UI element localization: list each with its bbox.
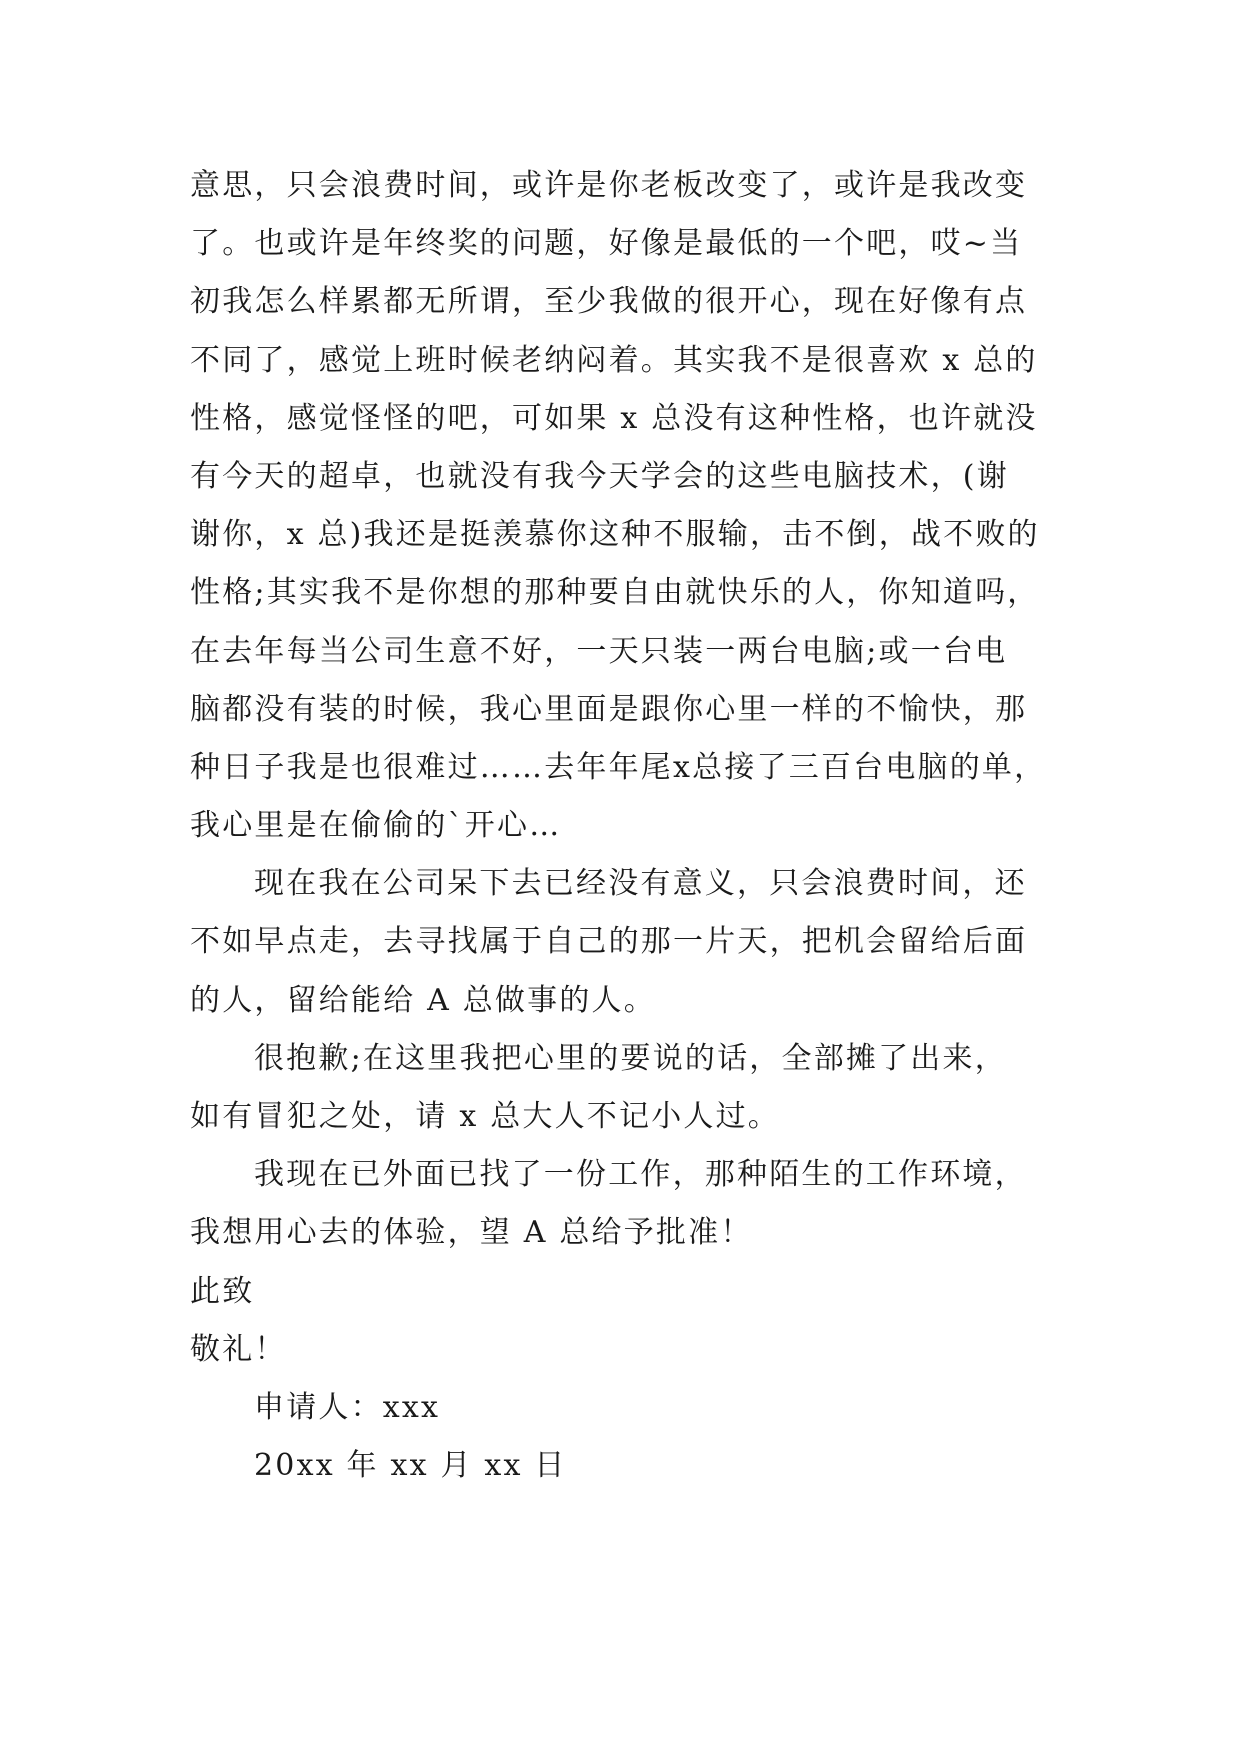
text-line: 初我怎么样累都无所谓，至少我做的很开心，现在好像有点 (190, 284, 1028, 320)
text-line: 性格，感觉怪怪的吧，可如果 x 总没有这种性格，也许就没 (190, 400, 1038, 436)
text-line: 脑都没有装的时候，我心里面是跟你心里一样的不愉快，那 (190, 691, 1028, 727)
text-line: 种日子我是也很难过……去年年尾x总接了三百台电脑的单， (190, 749, 1047, 785)
text-line: 我心里是在偷偷的`开心… (190, 808, 562, 844)
text-line: 有今天的超卓，也就没有我今天学会的这些电脑技术，(谢 (190, 458, 1009, 494)
text-line: 我想用心去的体验，望 A 总给予批准！ (190, 1215, 753, 1251)
text-line: 不如早点走，去寻找属于自己的那一片天，把机会留给后面 (190, 924, 1028, 960)
text-line: 谢你，x 总)我还是挺羡慕你这种不服输，击不倒，战不败的 (190, 517, 1040, 553)
paragraph-start-line: 现在我在公司呆下去已经没有意义，只会浪费时间，还 (254, 866, 1027, 902)
paragraph-start-line: 我现在已外面已找了一份工作，那种陌生的工作环境， (254, 1157, 1027, 1193)
closing-regards: 敬礼！ (190, 1331, 287, 1367)
closing-salutation: 此致 (190, 1273, 255, 1309)
text-line: 意思，只会浪费时间，或许是你老板改变了，或许是我改变 (190, 168, 1028, 203)
paragraph-start-line: 很抱歉;在这里我把心里的要说的话，全部摊了出来， (254, 1040, 1007, 1076)
letter-date: 20xx 年 xx 月 xx 日 (254, 1448, 567, 1484)
applicant-signature: 申请人：xxx (254, 1389, 441, 1425)
text-line: 了。也或许是年终奖的问题，好像是最低的一个吧，哎~当 (190, 226, 1023, 262)
text-line: 在去年每当公司生意不好，一天只装一两台电脑;或一台电 (190, 633, 1008, 669)
text-line: 的人，留给能给 A 总做事的人。 (190, 982, 656, 1018)
letter-body (190, 157, 1070, 1495)
text-line: 如有冒犯之处，请 x 总大人不记小人过。 (190, 1099, 780, 1134)
text-line: 性格;其实我不是你想的那种要自由就快乐的人，你知道吗， (190, 575, 1040, 611)
text-line: 不同了，感觉上班时候老纳闷着。其实我不是很喜欢 x 总的 (190, 342, 1038, 378)
